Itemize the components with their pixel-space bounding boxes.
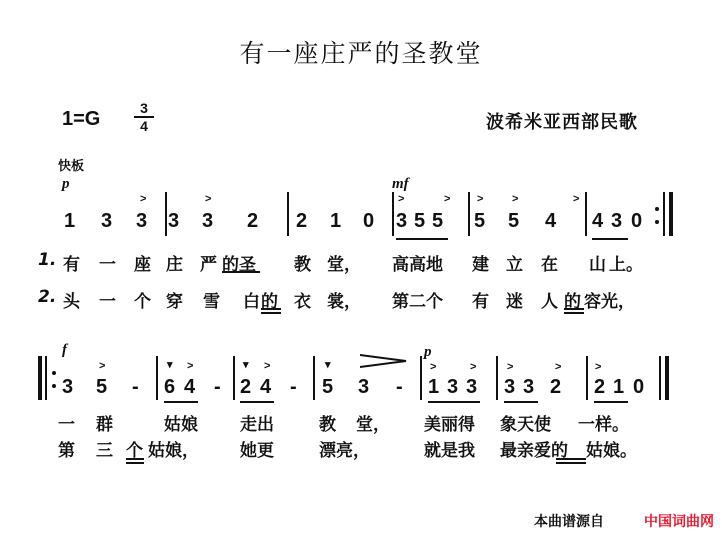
lyric: 一 [99, 292, 116, 312]
dynamic-mark: mf [392, 176, 409, 192]
lyric: 建 [472, 255, 489, 275]
note: 4 [260, 376, 272, 398]
note: 2 [594, 376, 606, 398]
note: 3 [202, 210, 214, 232]
source-attribution: 波希米亚西部民歌 [486, 112, 638, 133]
final-bar-thick [665, 356, 669, 400]
bar-line [468, 192, 470, 236]
lyric: 人 [541, 292, 558, 312]
bar-line [287, 192, 289, 236]
note: 1 [428, 376, 440, 398]
lyric: 个 [134, 292, 151, 312]
lyric: 堂， [356, 415, 390, 435]
note: 3 [358, 376, 370, 398]
lyric: 头 [63, 292, 80, 312]
beam-underline [164, 401, 198, 403]
bar-line [313, 356, 315, 400]
accent-mark: > [430, 361, 437, 373]
note: 2 [296, 210, 308, 232]
repeat-bar-thin [45, 356, 47, 400]
lyric: 容光， [584, 292, 635, 312]
lyric: 漂亮， [319, 441, 370, 461]
repeat-bar-thin [663, 192, 665, 236]
lyric: 庄 [166, 255, 183, 275]
note: 6 [164, 376, 176, 398]
note: 3 [101, 210, 113, 232]
accent-mark: ▾ [243, 359, 249, 371]
lyric: 迷 [506, 292, 523, 312]
bar-line [586, 356, 588, 400]
note: 3 [447, 376, 459, 398]
lyric: 白 [243, 292, 260, 312]
repeat-bar-thick [669, 192, 673, 236]
repeat-dot [52, 384, 56, 388]
lyric: 雪 [203, 292, 220, 312]
lyric: 教 [319, 415, 336, 435]
note: 0 [633, 376, 645, 398]
slur-underline [126, 462, 144, 464]
key-signature: 1=G [62, 108, 101, 130]
note: 4 [545, 210, 557, 232]
repeat-bar-thick [38, 356, 42, 400]
dynamic-mark: p [62, 176, 70, 192]
note: 5 [414, 210, 426, 232]
slur-underline [556, 462, 586, 464]
accent-mark: > [595, 361, 602, 373]
lyric: 走出 [240, 415, 274, 435]
bar-line [585, 192, 587, 236]
note: - [396, 376, 403, 398]
accent-mark: ▾ [325, 359, 331, 371]
beam-underline [396, 238, 448, 240]
bar-line [392, 192, 394, 236]
lyric: 有 [63, 255, 80, 275]
bar-line [156, 356, 158, 400]
accent-mark: > [507, 361, 514, 373]
accent-mark: > [555, 361, 562, 373]
note: 3 [168, 210, 180, 232]
accent-mark: > [444, 193, 451, 205]
dynamic-mark: f [62, 342, 67, 358]
verse-number: 1. [38, 250, 57, 270]
accent-mark: > [512, 193, 519, 205]
repeat-dot [52, 371, 56, 375]
note: 3 [396, 210, 408, 232]
lyric: 一样。 [578, 415, 629, 435]
lyric: 穿 [166, 292, 183, 312]
lyric: 象天使 [500, 415, 551, 435]
note: 5 [474, 210, 486, 232]
lyric: 衣 [294, 292, 311, 312]
slur-underline [564, 308, 584, 310]
lyric: 姑娘。 [586, 441, 637, 461]
repeat-dot [655, 220, 659, 224]
bar-line [496, 356, 498, 400]
lyric: 座 [134, 255, 151, 275]
lyric: 在 [541, 255, 558, 275]
lyric: 立 [506, 255, 523, 275]
note: 5 [432, 210, 444, 232]
verse-number: 2. [38, 287, 57, 307]
note: 3 [523, 376, 535, 398]
note: 2 [550, 376, 562, 398]
time-signature [134, 101, 154, 133]
lyric: 的圣 [222, 255, 256, 275]
note: 3 [466, 376, 478, 398]
beam-underline [504, 401, 538, 403]
beam-underline [592, 238, 628, 240]
bar-line [165, 192, 167, 236]
slur-underline [126, 458, 144, 460]
lyric: 上。 [609, 255, 643, 275]
accent-mark: > [187, 360, 194, 372]
note: 1 [330, 210, 342, 232]
time-numerator: 3 [140, 100, 148, 116]
decrescendo-hairpin [360, 353, 408, 369]
note: 1 [613, 376, 625, 398]
accent-mark: > [573, 193, 580, 205]
lyric: 第 [58, 441, 75, 461]
dynamic-mark: p [424, 344, 432, 360]
lyric: 最亲爱的 [500, 441, 568, 461]
note: 4 [592, 210, 604, 232]
slur-underline [261, 308, 281, 310]
lyric: 姑娘 [164, 415, 198, 435]
note: 3 [611, 210, 623, 232]
lyric: 第二个 [392, 292, 443, 312]
lyric: 个 [126, 441, 143, 461]
beam-underline [240, 401, 274, 403]
note: 5 [96, 376, 108, 398]
lyric: 山 [589, 255, 606, 275]
lyric: 严 [200, 255, 217, 275]
note: - [132, 376, 139, 398]
accent-mark: > [398, 193, 405, 205]
slur-underline [556, 458, 586, 460]
note: - [290, 376, 297, 398]
lyric: 的 [564, 292, 581, 312]
note: 5 [322, 376, 334, 398]
bar-line [420, 356, 422, 400]
note: 0 [631, 210, 643, 232]
beam-underline [428, 401, 480, 403]
lyric: 美丽得 [424, 415, 475, 435]
lyric: 有 [472, 292, 489, 312]
repeat-dot [655, 207, 659, 211]
lyric: 教 [294, 255, 311, 275]
slur-underline [222, 271, 260, 273]
note: 1 [64, 210, 76, 232]
note: - [214, 376, 221, 398]
tempo-marking: 快板 [58, 159, 85, 174]
time-denominator: 4 [140, 118, 148, 134]
slur-underline [261, 312, 281, 314]
slur-underline [564, 312, 584, 314]
accent-mark: > [205, 193, 212, 205]
note: 3 [136, 210, 148, 232]
lyric: 三 [96, 441, 113, 461]
note: 5 [508, 210, 520, 232]
note: 3 [62, 376, 74, 398]
lyric: 就是我 [424, 441, 475, 461]
beam-underline [594, 401, 628, 403]
lyric: 高高地 [392, 255, 443, 275]
footer-site-link[interactable]: 中国词曲网 [644, 514, 714, 530]
lyric: 一 [58, 415, 75, 435]
accent-mark: > [99, 360, 106, 372]
note: 2 [247, 210, 259, 232]
accent-mark: ▾ [167, 359, 173, 371]
final-bar-thin [659, 356, 661, 400]
lyric: 的 [261, 292, 278, 312]
note: 4 [184, 376, 196, 398]
accent-mark: > [140, 193, 147, 205]
accent-mark: > [477, 193, 484, 205]
note: 2 [240, 376, 252, 398]
lyric: 群 [96, 415, 113, 435]
lyric: 她更 [240, 441, 274, 461]
accent-mark: > [470, 361, 477, 373]
lyric: 一 [99, 255, 116, 275]
note: 3 [504, 376, 516, 398]
song-title: 有一座庄严的圣教堂 [239, 39, 483, 68]
lyric: 裳， [327, 292, 361, 312]
footer-source-label: 本曲谱源自 [534, 514, 604, 530]
lyric: 姑娘， [148, 441, 199, 461]
note: 0 [363, 210, 375, 232]
lyric: 堂， [327, 255, 361, 275]
accent-mark: > [264, 360, 271, 372]
bar-line [233, 356, 235, 400]
